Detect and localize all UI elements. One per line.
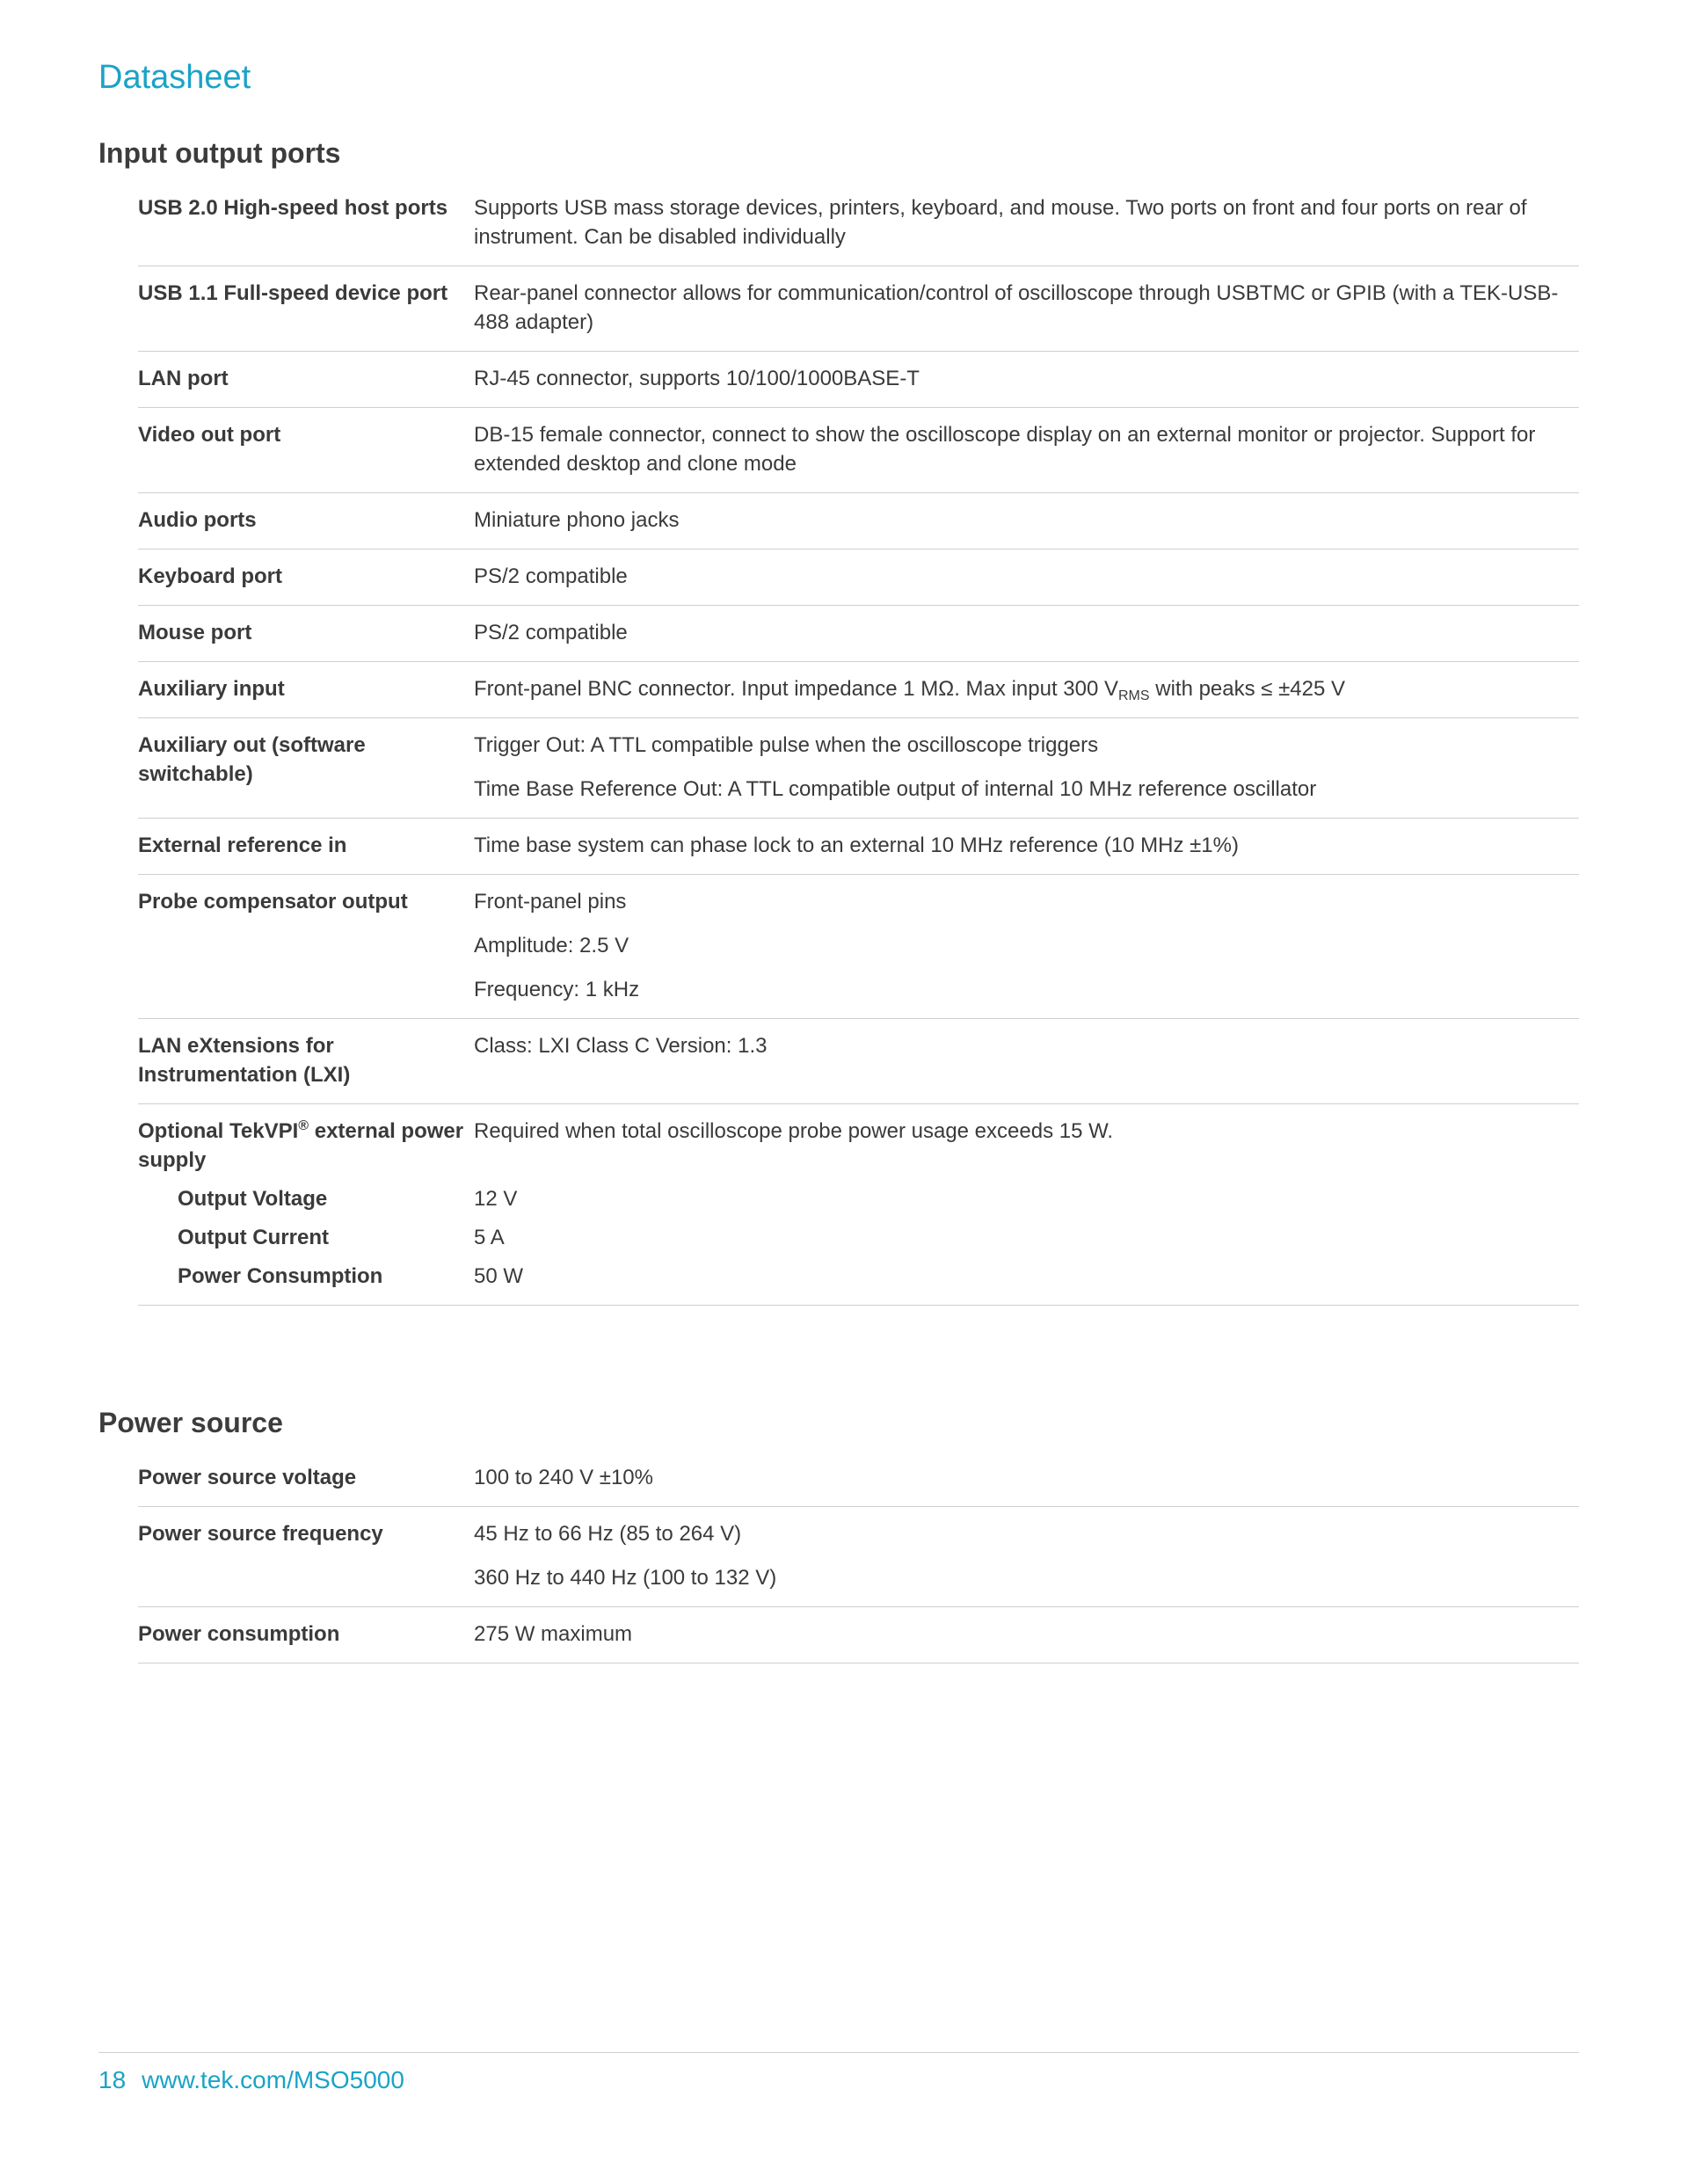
spec-label: Auxiliary out (software switchable) xyxy=(138,733,366,786)
sub-value: 12 V xyxy=(474,1187,518,1211)
sub-value: 5 A xyxy=(474,1226,505,1249)
spec-label xyxy=(138,1117,474,1175)
spec-row-audio-ports xyxy=(138,493,1579,550)
spec-label: Power source frequency xyxy=(138,1522,383,1546)
spec-row-video-out xyxy=(138,408,1579,493)
page-number: 18 xyxy=(98,2066,127,2093)
section-title-power-source: Power source xyxy=(98,1407,283,1438)
spec-label: Power consumption xyxy=(138,1622,340,1646)
spec-label: USB 2.0 High-speed host ports xyxy=(138,196,448,220)
spec-value: Class: LXI Class C Version: 1.3 xyxy=(474,1034,768,1058)
label-text: Optional TekVPI xyxy=(138,1119,299,1143)
section-title-input-output-ports: Input output ports xyxy=(98,137,341,169)
spec-row-keyboard-port xyxy=(138,550,1579,606)
page-header-title: Datasheet xyxy=(98,59,251,96)
spec-row-lxi xyxy=(138,1019,1579,1104)
spec-value: Time base system can phase lock to an external 10 MHz reference (10 MHz ±1%) xyxy=(474,834,1239,857)
spec-row-external-reference xyxy=(138,819,1579,875)
spec-value xyxy=(474,674,1579,703)
spec-value: Miniature phono jacks xyxy=(474,508,680,532)
footer-divider xyxy=(98,2052,1579,2053)
spec-table-input-output-ports xyxy=(138,181,1579,1306)
spec-label: LAN eXtensions for Instrumentation (LXI) xyxy=(138,1034,351,1087)
spec-row-probe-compensator xyxy=(138,875,1579,1019)
spec-value: 360 Hz to 440 Hz (100 to 132 V) xyxy=(474,1566,777,1590)
spec-value: Front-panel pins xyxy=(474,890,627,914)
spec-label: Probe compensator output xyxy=(138,890,408,914)
spec-subrow-output-current xyxy=(138,1223,1579,1252)
spec-label: USB 1.1 Full-speed device port xyxy=(138,281,448,305)
spec-value: Rear-panel connector allows for communication/control of oscilloscope through USBTMC or GPIB (with a TEK-USB-488 adapter) xyxy=(474,281,1559,334)
spec-label: External reference in xyxy=(138,834,347,857)
value-text: Front-panel BNC connector. Input impedance 1 MΩ. Max input 300 V xyxy=(474,677,1118,701)
spec-value: Supports USB mass storage devices, printers, keyboard, and mouse. Two ports on front and four ports on rear of instrument. Can be disabled individually xyxy=(474,196,1527,249)
spec-label: Keyboard port xyxy=(138,564,283,588)
spec-label: Audio ports xyxy=(138,508,257,532)
value-subscript: RMS xyxy=(1118,688,1150,703)
spec-value: 100 to 240 V ±10% xyxy=(474,1466,653,1489)
footer-url-link[interactable]: www.tek.com/MSO5000 xyxy=(142,2066,404,2093)
spec-row-auxiliary-input xyxy=(138,662,1579,718)
spec-subrow-power-consumption xyxy=(138,1262,1579,1291)
sub-value: 50 W xyxy=(474,1264,524,1288)
spec-subrow-output-voltage xyxy=(138,1184,1579,1213)
spec-value: Time Base Reference Out: A TTL compatible output of internal 10 MHz reference oscillator xyxy=(474,777,1317,801)
spec-value: PS/2 compatible xyxy=(474,564,628,588)
spec-value: Trigger Out: A TTL compatible pulse when the oscilloscope triggers xyxy=(474,733,1099,757)
spec-row-power-consumption xyxy=(138,1607,1579,1663)
spec-value: 275 W maximum xyxy=(474,1622,633,1646)
spec-value: Amplitude: 2.5 V xyxy=(474,934,629,957)
spec-row-auxiliary-out xyxy=(138,718,1579,819)
spec-row-usb-host xyxy=(138,181,1579,266)
registered-mark: ® xyxy=(298,1118,309,1133)
spec-row-mouse-port xyxy=(138,606,1579,662)
sub-label: Power Consumption xyxy=(178,1264,383,1288)
spec-label: LAN port xyxy=(138,367,229,390)
page-footer xyxy=(98,2064,404,2096)
spec-row-power-voltage xyxy=(138,1451,1579,1507)
spec-value: 45 Hz to 66 Hz (85 to 264 V) xyxy=(474,1522,742,1546)
spec-value: DB-15 female connector, connect to show the oscilloscope display on an external monitor or projector. Support for extended desktop and clone mode xyxy=(474,423,1536,476)
sub-label: Output Voltage xyxy=(178,1187,328,1211)
spec-label: Mouse port xyxy=(138,621,252,644)
label-text: external power supply xyxy=(138,1119,464,1172)
spec-row-power-frequency xyxy=(138,1507,1579,1607)
spec-row-usb-device xyxy=(138,266,1579,352)
spec-label: Auxiliary input xyxy=(138,677,285,701)
spec-value: Frequency: 1 kHz xyxy=(474,978,640,1001)
spec-label: Video out port xyxy=(138,423,281,447)
value-text: with peaks ≤ ±425 V xyxy=(1149,677,1346,701)
spec-table-power-source xyxy=(138,1451,1579,1663)
spec-row-tekvpi-power-supply xyxy=(138,1104,1579,1306)
sub-label: Output Current xyxy=(178,1226,329,1249)
spec-label: Power source voltage xyxy=(138,1466,357,1489)
spec-value: RJ-45 connector, supports 10/100/1000BASE-T xyxy=(474,367,920,390)
spec-value: Required when total oscilloscope probe power usage exceeds 15 W. xyxy=(474,1119,1114,1143)
spec-value: PS/2 compatible xyxy=(474,621,628,644)
spec-row-lan-port xyxy=(138,352,1579,408)
